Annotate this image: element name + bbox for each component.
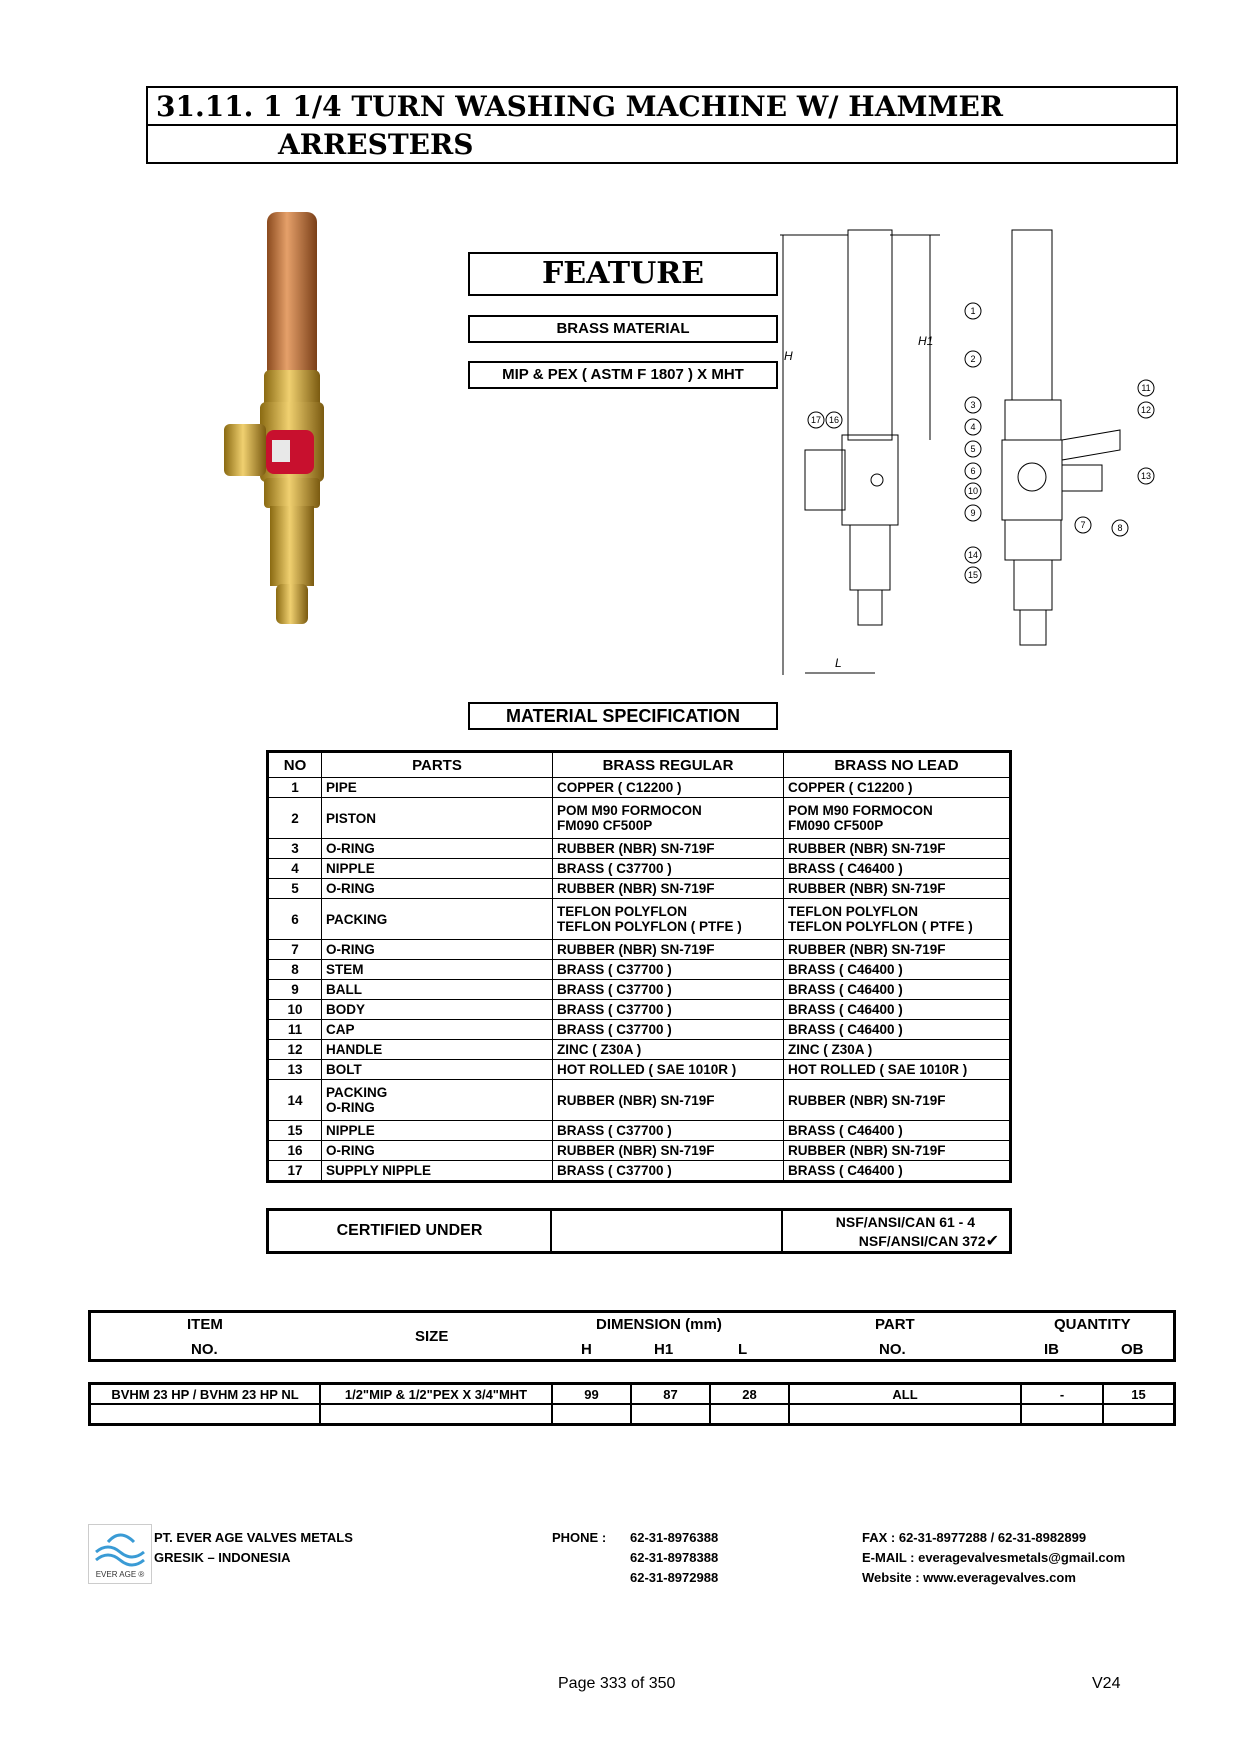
spec-nolead: BRASS ( C46400 )	[784, 960, 1011, 980]
spec-nolead: RUBBER (NBR) SN-719F	[784, 940, 1011, 960]
spec-part: NIPPLE	[322, 859, 553, 879]
table-row	[268, 1141, 1011, 1161]
spec-no: 13	[268, 1060, 322, 1080]
spec-regular: BRASS ( C37700 )	[553, 1020, 784, 1040]
check-icon: ✔	[985, 1233, 999, 1250]
feature-item-2: MIP & PEX ( ASTM F 1807 ) X MHT	[468, 361, 778, 389]
l-label: L	[738, 1341, 748, 1358]
table-row	[268, 798, 1011, 839]
quantity-label: QUANTITY	[1054, 1316, 1131, 1333]
spec-no: 2	[268, 798, 322, 839]
certified-standards	[783, 1211, 1009, 1251]
dim-label-h1: H1	[918, 334, 934, 348]
spec-no: 8	[268, 960, 322, 980]
table-row	[268, 1161, 1011, 1182]
spec-no: 11	[268, 1020, 322, 1040]
spec-part: STEM	[322, 960, 553, 980]
l-cell: 28	[710, 1384, 789, 1405]
page-title: 31.11. 1 1/4 TURN WASHING MACHINE W/ HAMMER	[148, 88, 1176, 126]
dimension-table	[88, 1382, 1176, 1426]
fax: FAX : 62-31-8977288 / 62-31-8982899	[862, 1530, 1087, 1545]
spec-nolead: RUBBER (NBR) SN-719F	[784, 879, 1011, 899]
svg-text:7: 7	[1080, 520, 1086, 530]
table-row	[268, 1121, 1011, 1141]
ob-cell: 15	[1103, 1384, 1175, 1405]
svg-text:EVER AGE ®: EVER AGE ®	[95, 1570, 145, 1579]
spec-regular: BRASS ( C37700 )	[553, 980, 784, 1000]
svg-text:16: 16	[828, 415, 840, 425]
company-name: PT. EVER AGE VALVES METALS	[154, 1530, 353, 1545]
table-row	[268, 1060, 1011, 1080]
svg-text:10: 10	[967, 486, 979, 496]
spec-nolead: TEFLON POLYFLON TEFLON POLYFLON ( PTFE )	[784, 899, 1011, 940]
material-spec-table	[266, 750, 1012, 1183]
spec-regular: RUBBER (NBR) SN-719F	[553, 879, 784, 899]
spec-no: 5	[268, 879, 322, 899]
svg-text:13: 13	[1140, 471, 1152, 481]
spec-nolead: BRASS ( C46400 )	[784, 1020, 1011, 1040]
table-row	[268, 859, 1011, 879]
material-spec-heading: MATERIAL SPECIFICATION	[468, 702, 778, 730]
table-row	[268, 839, 1011, 859]
spec-nolead: POM M90 FORMOCON FM090 CF500P	[784, 798, 1011, 839]
spec-header-row	[268, 752, 1011, 778]
version: V24	[1092, 1675, 1121, 1692]
col-nolead: BRASS NO LEAD	[784, 752, 1011, 778]
phone-label: PHONE :	[552, 1530, 607, 1545]
spec-regular: RUBBER (NBR) SN-719F	[553, 839, 784, 859]
spec-regular: TEFLON POLYFLON TEFLON POLYFLON ( PTFE )	[553, 899, 784, 940]
spec-no: 14	[268, 1080, 322, 1121]
h1-label: H1	[654, 1341, 674, 1358]
table-row	[268, 879, 1011, 899]
spec-regular: BRASS ( C37700 )	[553, 1121, 784, 1141]
spec-part: CAP	[322, 1020, 553, 1040]
spec-regular: RUBBER (NBR) SN-719F	[553, 1080, 784, 1121]
spec-part: O-RING	[322, 940, 553, 960]
spec-part: HANDLE	[322, 1040, 553, 1060]
svg-text:4: 4	[970, 422, 976, 432]
spec-nolead: RUBBER (NBR) SN-719F	[784, 1080, 1011, 1121]
svg-text:11: 11	[1141, 383, 1151, 393]
spec-no: 4	[268, 859, 322, 879]
svg-text:14: 14	[967, 550, 979, 560]
table-row	[268, 1080, 1011, 1121]
website-link[interactable]: Website : www.everagevalves.com	[862, 1570, 1076, 1585]
certified-row	[266, 1208, 1012, 1254]
spec-no: 16	[268, 1141, 322, 1161]
col-regular: BRASS REGULAR	[553, 752, 784, 778]
svg-text:5: 5	[970, 444, 976, 454]
spec-part: BOLT	[322, 1060, 553, 1080]
certified-label: CERTIFIED UNDER	[269, 1211, 552, 1251]
spec-part: O-RING	[322, 1141, 553, 1161]
spec-nolead: HOT ROLLED ( SAE 1010R )	[784, 1060, 1011, 1080]
spec-part: O-RING	[322, 839, 553, 859]
title-box	[146, 86, 1178, 164]
spec-nolead: BRASS ( C46400 )	[784, 980, 1011, 1000]
contact-info	[862, 1528, 1125, 1588]
spec-nolead: BRASS ( C46400 )	[784, 1121, 1011, 1141]
spec-regular: BRASS ( C37700 )	[553, 859, 784, 879]
spec-part: BALL	[322, 980, 553, 1000]
svg-text:6: 6	[970, 466, 976, 476]
spec-nolead: RUBBER (NBR) SN-719F	[784, 839, 1011, 859]
spec-nolead: RUBBER (NBR) SN-719F	[784, 1141, 1011, 1161]
part-no-label: NO.	[879, 1341, 906, 1358]
spec-nolead: COPPER ( C12200 )	[784, 778, 1011, 798]
h-cell: 99	[552, 1384, 631, 1405]
table-row-empty	[90, 1404, 1175, 1425]
phone-3: 62-31-8972988	[630, 1570, 719, 1585]
table-row	[268, 960, 1011, 980]
spec-no: 3	[268, 839, 322, 859]
table-row	[268, 980, 1011, 1000]
company-location: GRESIK – INDONESIA	[154, 1550, 291, 1565]
phone-2: 62-31-8978388	[630, 1550, 719, 1565]
cert-std-2: NSF/ANSI/CAN 372	[858, 1233, 986, 1249]
page-title-line2: ARRESTERS	[278, 128, 474, 161]
col-no: NO	[268, 752, 322, 778]
svg-text:15: 15	[967, 570, 979, 580]
svg-text:2: 2	[970, 354, 976, 364]
spec-no: 1	[268, 778, 322, 798]
table-row	[268, 1000, 1011, 1020]
ib-label: IB	[1044, 1341, 1059, 1358]
svg-text:12: 12	[1140, 405, 1152, 415]
size-label: SIZE	[415, 1328, 449, 1345]
size-cell: 1/2"MIP & 1/2"PEX X 3/4"MHT	[320, 1384, 552, 1405]
spec-regular: ZINC ( Z30A )	[553, 1040, 784, 1060]
ib-cell: -	[1021, 1384, 1103, 1405]
table-row	[268, 940, 1011, 960]
part-label: PART	[875, 1316, 915, 1333]
spec-nolead: ZINC ( Z30A )	[784, 1040, 1011, 1060]
spec-no: 15	[268, 1121, 322, 1141]
dim-label-l: L	[835, 656, 842, 670]
svg-text:3: 3	[970, 400, 976, 410]
spec-no: 9	[268, 980, 322, 1000]
item-label: ITEM	[187, 1316, 223, 1333]
spec-part: PACKING O-RING	[322, 1080, 553, 1121]
feature-heading: FEATURE	[468, 252, 778, 296]
technical-drawing	[780, 225, 1180, 685]
ob-label: OB	[1121, 1341, 1144, 1358]
company-logo	[88, 1524, 152, 1584]
spec-nolead: BRASS ( C46400 )	[784, 1161, 1011, 1182]
spec-part: PIPE	[322, 778, 553, 798]
spec-no: 12	[268, 1040, 322, 1060]
dimension-header	[88, 1310, 1176, 1362]
dimension-label: DIMENSION (mm)	[596, 1316, 722, 1333]
svg-text:9: 9	[970, 508, 976, 518]
svg-text:8: 8	[1117, 523, 1123, 533]
table-row	[268, 899, 1011, 940]
spec-regular: COPPER ( C12200 )	[553, 778, 784, 798]
svg-text:1: 1	[970, 306, 976, 316]
spec-nolead: BRASS ( C46400 )	[784, 859, 1011, 879]
table-row	[268, 778, 1011, 798]
spec-regular: BRASS ( C37700 )	[553, 1000, 784, 1020]
item-cell: BVHM 23 HP / BVHM 23 HP NL	[90, 1384, 321, 1405]
spec-regular: RUBBER (NBR) SN-719F	[553, 940, 784, 960]
spec-part: NIPPLE	[322, 1121, 553, 1141]
col-parts: PARTS	[322, 752, 553, 778]
product-photo	[222, 210, 352, 626]
svg-text:17: 17	[810, 415, 822, 425]
spec-part: SUPPLY NIPPLE	[322, 1161, 553, 1182]
dim-label-h: H	[784, 349, 793, 363]
certified-empty	[552, 1211, 783, 1251]
spec-part: PISTON	[322, 798, 553, 839]
spec-no: 17	[268, 1161, 322, 1182]
email-link[interactable]: E-MAIL : everagevalvesmetals@gmail.com	[862, 1550, 1126, 1565]
spec-part: O-RING	[322, 879, 553, 899]
spec-nolead: BRASS ( C46400 )	[784, 1000, 1011, 1020]
table-row	[268, 1040, 1011, 1060]
spec-part: PACKING	[322, 899, 553, 940]
spec-no: 10	[268, 1000, 322, 1020]
phone-1: 62-31-8976388	[630, 1530, 719, 1545]
spec-no: 7	[268, 940, 322, 960]
h1-cell: 87	[631, 1384, 710, 1405]
h-label: H	[581, 1341, 592, 1358]
cert-std-1: NSF/ANSI/CAN 61 - 4	[835, 1214, 975, 1230]
spec-regular: HOT ROLLED ( SAE 1010R )	[553, 1060, 784, 1080]
spec-regular: BRASS ( C37700 )	[553, 960, 784, 980]
feature-item-1: BRASS MATERIAL	[468, 315, 778, 343]
table-row	[268, 1020, 1011, 1040]
table-row	[90, 1384, 1175, 1405]
company-info	[154, 1528, 353, 1568]
item-no-label: NO.	[191, 1341, 218, 1358]
spec-regular: RUBBER (NBR) SN-719F	[553, 1141, 784, 1161]
spec-part: BODY	[322, 1000, 553, 1020]
part-cell: ALL	[789, 1384, 1021, 1405]
phone-list	[630, 1528, 718, 1588]
spec-regular: POM M90 FORMOCON FM090 CF500P	[553, 798, 784, 839]
page-number: Page 333 of 350	[558, 1675, 676, 1692]
spec-no: 6	[268, 899, 322, 940]
spec-regular: BRASS ( C37700 )	[553, 1161, 784, 1182]
